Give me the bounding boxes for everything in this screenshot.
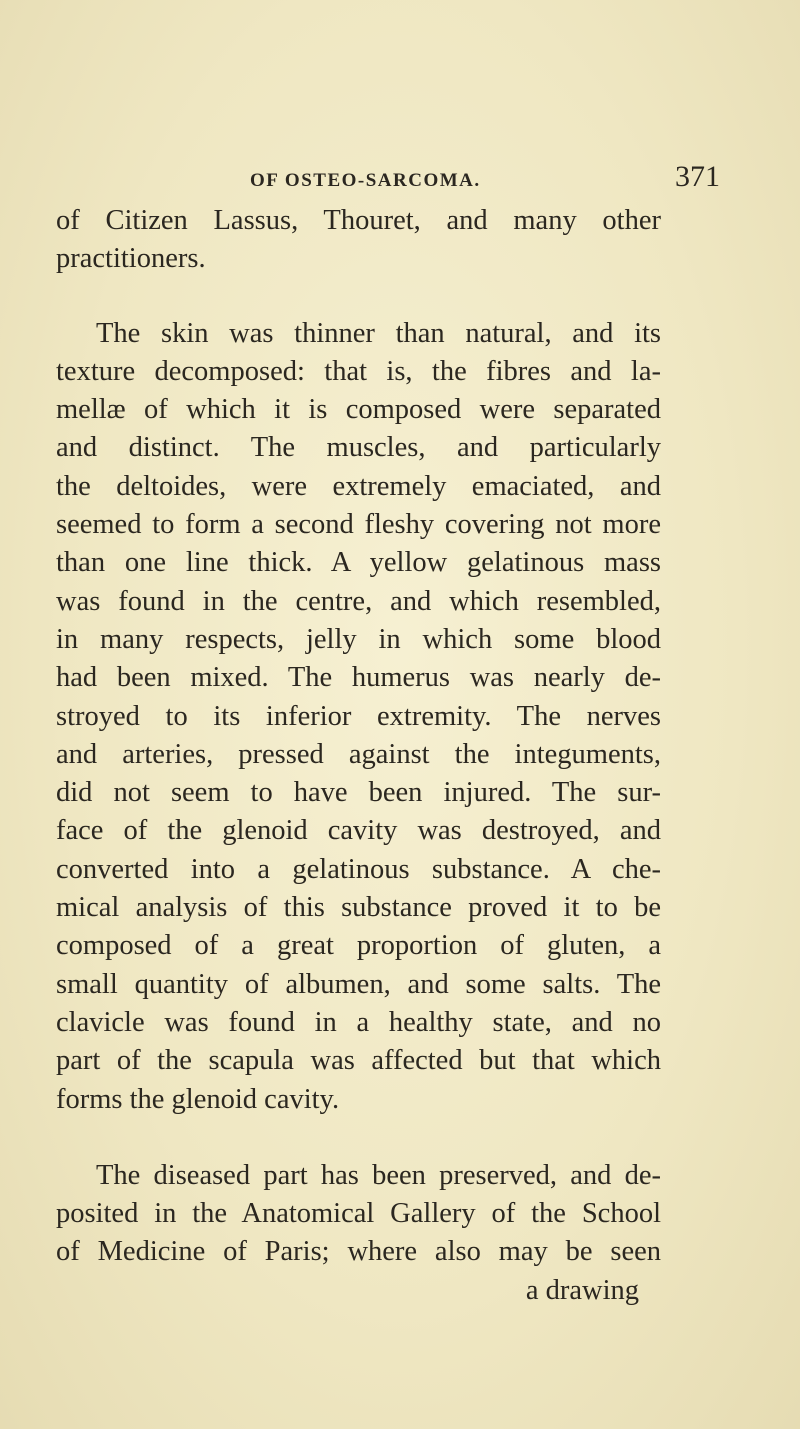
text-line: was found in the centre, and which resembled, xyxy=(56,585,661,617)
running-title: OF OSTEO-SARCOMA. xyxy=(250,170,481,191)
text-line: posited in the Anatomical Gallery of the School xyxy=(56,1198,661,1230)
page-number: 371 xyxy=(675,160,720,193)
text-line: The diseased part has been preserved, and de- xyxy=(96,1159,661,1191)
body-text xyxy=(56,202,661,1310)
paragraph-gap xyxy=(56,1119,661,1157)
text-line: and distinct. The muscles, and particularly xyxy=(56,432,661,464)
text-line: composed of a great proportion of gluten, a xyxy=(56,930,661,962)
text-line: of Citizen Lassus, Thouret, and many other xyxy=(56,205,661,236)
text-line: of Medicine of Paris; where also may be seen xyxy=(56,1236,661,1268)
page-header xyxy=(250,160,720,194)
text-line: texture decomposed: that is, the fibres and la- xyxy=(56,355,661,387)
text-line: did not seem to have been injured. The sur- xyxy=(56,777,661,809)
text-line: forms the glenoid cavity. xyxy=(56,1083,340,1115)
catchword: a drawing xyxy=(525,1274,639,1306)
paragraph-gap xyxy=(56,279,661,315)
text-line: practitioners. xyxy=(56,243,206,275)
text-line: part of the scapula was affected but that which xyxy=(56,1045,661,1077)
text-line: clavicle was found in a healthy state, and no xyxy=(56,1006,661,1038)
text-line: than one line thick. A yellow gelatinous mass xyxy=(56,547,661,579)
text-line: face of the glenoid cavity was destroyed, and xyxy=(56,815,661,847)
text-line: seemed to form a second fleshy covering not more xyxy=(56,509,661,541)
text-line: in many respects, jelly in which some blood xyxy=(56,623,661,655)
text-line: had been mixed. The humerus was nearly de- xyxy=(56,662,661,694)
text-line: stroyed to its inferior extremity. The nerves xyxy=(56,700,661,732)
text-line: converted into a gelatinous substance. A che- xyxy=(56,853,661,885)
text-line: The skin was thinner than natural, and its xyxy=(96,317,661,349)
text-line: mellæ of which it is composed were separated xyxy=(56,394,661,426)
text-line: small quantity of albumen, and some salts. The xyxy=(56,968,661,1000)
text-line: mical analysis of this substance proved it to be xyxy=(56,892,661,924)
text-line: the deltoides, were extremely emaciated, and xyxy=(56,470,661,502)
text-line: and arteries, pressed against the integuments, xyxy=(56,738,661,770)
